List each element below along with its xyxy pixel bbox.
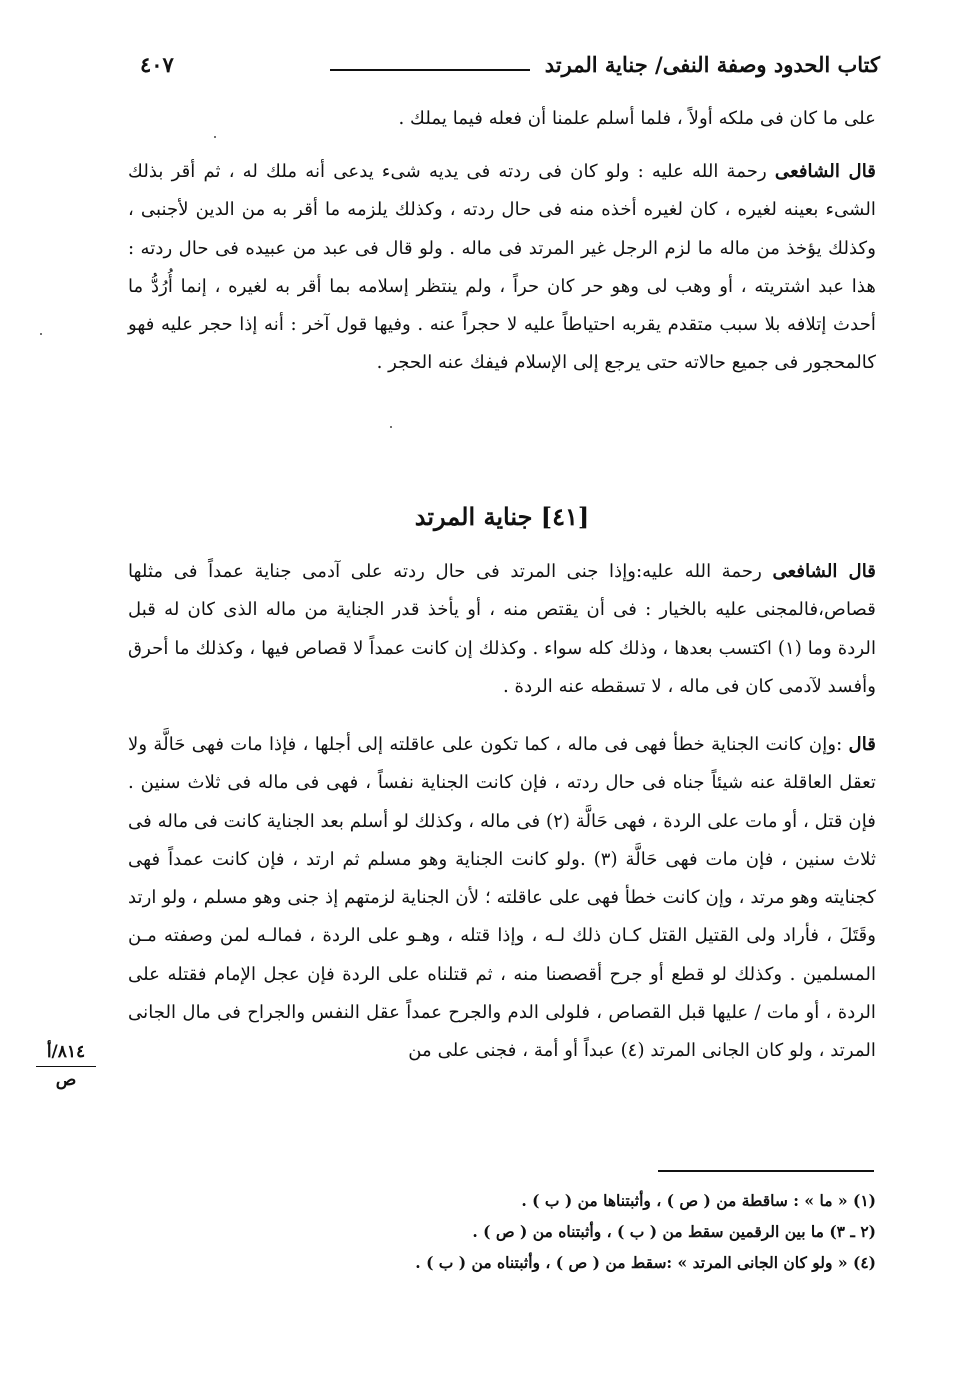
footnote-separator [658,1170,874,1172]
footnote: (١) « ما » : ساقطة من ( ص ) ، وأثبتناها من ( ب ) . [521,1191,876,1210]
paragraph-text: على ما كان فى ملكه أولاً ، فلما أسلم علمنا أن فعله فيما يملك . [398,108,876,129]
section-heading: [٤١] جناية المرتد [414,502,590,531]
header-title: كتاب الحدود وصفة النفى/ جناية المرتد [544,52,880,77]
running-header [130,52,880,88]
paragraph-text: :وإن كانت الجناية خطأ فهى فى ماله ، كما تكون على عاقلته إلى أجلها ، فإذا مات فهى حَالَّة ولا تعقل العاقلة عنه شيئاً جناه فى حال ردته ، فإن كانت الجناية نفساً ، فهى فى ماله فى ثلاث سنين . فإن قتل ، أو مات على الردة ، فهى حَالَّة (٢) فى ماله ، وكذلك لو أسلم بعد الجناية كانت فى ماله فى ثلاث سنين ، فإن مات فهى حَالَّة (٣) .ولو كانت الجناية وهو مسلم ثم ارتد ، فإن كانت عمداً فهى كجنايته وهو مرتد ، وإن كانت خطأ فهى على عاقلته ؛ لأن الجناية لزمتهم إذ جنى وهو مسلم ، ولو ارتد وقَتَلَ ، فأراد ولى القتيل القتل كـان ذلك لـه ، وإذا قتله ، وهـو على الردة ، فمالـه لمن وصفته مـن المسلمين . وكذلك لو قطع أو جرح أقصصنا منه ، ثم قتلناه على الردة فإن عجل الإمام فقتله على الردة ، أو مات / عليها قبل القصاص ، فلولى الدم والجرح عمداً عقل النفس والجراح فى مال الجانى المرتد ، ولو كان الجانى المرتد (٤) عبداً أو أمة ، فجنى على من [128,734,877,1062]
paragraph-qala-error [128,726,876,1071]
footnote: (٢ ـ ٣) ما بين الرقمين سقط من ( ب ) ، وأثبتناه من ( ص ) . [472,1222,876,1241]
scan-speck [214,136,216,138]
page-number: ٤٠٧ [140,52,174,77]
paragraph-text: رحمة الله عليه:وإذا جنى المرتد فى حال ردته على آدمى جناية عمداً فى مثلها قصاص،فالمجنى عليه بالخيار : فى أن يقتص منه ، أو يأخذ قدر الجناية من ماله الذى كان له قبل الردة وما (١) اكتسب بعدها ، وذلك كله سواء . وكذلك إن كانت عمداً لا قصاص فيها ، وكذلك ما أحرق وأفسد لآدمى كان فى ماله ، لا تسقطه عنه الردة . [128,561,876,697]
speaker-label: قال الشافعى [772,561,876,582]
paragraph-shafii-crime [128,553,876,706]
scan-speck [390,426,392,428]
header-rule [330,69,530,71]
manuscript-margin-note [36,1042,96,1090]
manuscript-siglum: ص [55,1070,77,1090]
footnote: (٤) « ولو كان الجانى المرتد » :سقط من ( ص ) ، وأثبتناه من ( ب ) . [415,1253,876,1272]
folio-number: ٨١٤/أ [36,1042,96,1067]
paragraph-continuation [128,100,876,138]
speaker-label: قال [848,734,876,755]
paragraph-shafii-apostasy-property [128,153,876,383]
footnotes [128,1185,876,1278]
scan-speck [40,333,42,335]
speaker-label: قال الشافعى [774,161,876,182]
paragraph-text: رحمة الله عليه : ولو كان فى ردته فى يديه شىء يدعى أنه ملك له ، ثم أقر بذلك الشىء بعينه لغيره ، كان لغيره أخذه منه فى حال ردته ، وكذلك يلزمه ما أقر به من الدين لأجنبى ، وكذلك يؤخذ من ماله ما لزم الرجل غير المرتد فى ماله . ولو قال فى عبد من عبيده فى حال ردته : هذا عبد اشتريته ، أو وهب لى وهو حر كان حراً ، ولم ينتظر إسلامه بما أقر به لغيره ، إنما أُرُدُّ ما أحدث إتلافه بلا سبب متقدم يقربه احتياطاً عليه لا حجراً عنه . وفيها قول آخر : أنه إذا حجر عليه فهو كالمحجور فى جميع حالاته حتى يرجع إلى الإسلام فيفك عنه الحجر . [128,161,877,374]
